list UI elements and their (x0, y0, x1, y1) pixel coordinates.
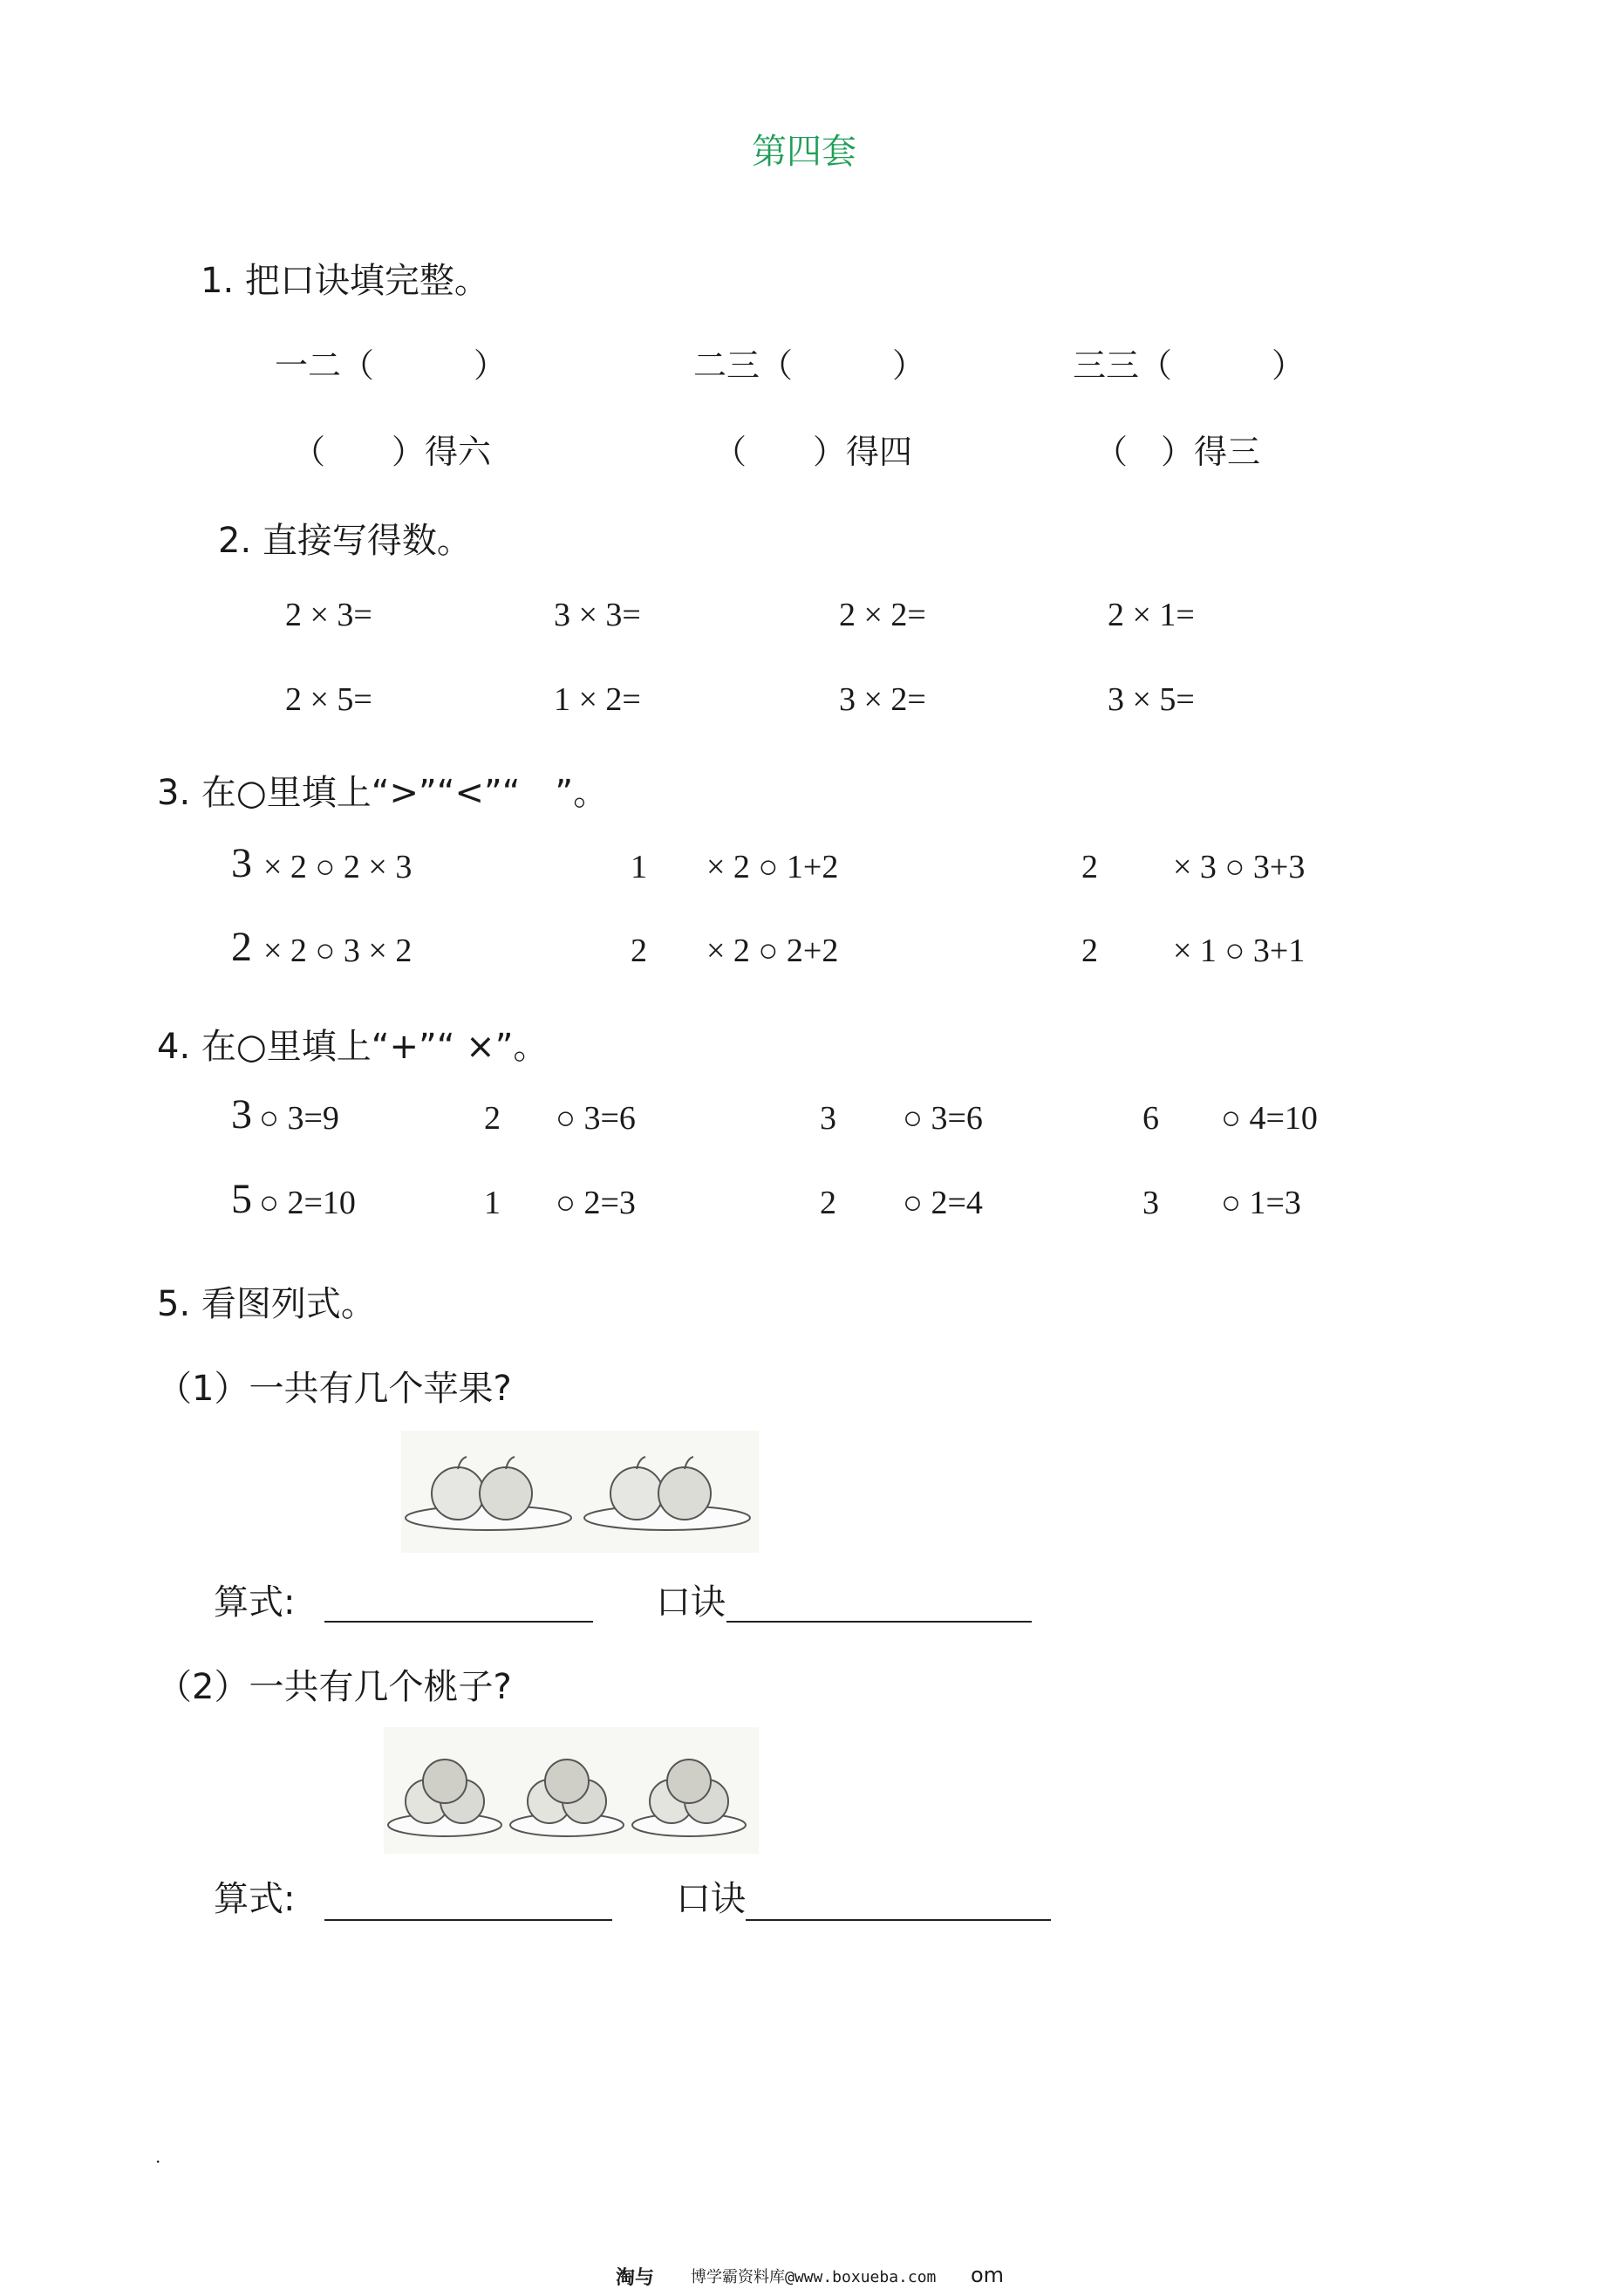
q3-lead: 3 (231, 840, 252, 886)
q4-expr: ○ 3=9 (259, 1100, 339, 1137)
q3-expr: × 2 ○ 2+2 (706, 933, 839, 969)
q2-expr: 3 × 2= (839, 681, 926, 718)
footer-site: 博学霸资料库@www.boxueba.com (691, 2268, 937, 2286)
formula-label: 算式: (214, 1582, 296, 1623)
footer-brand: 淘与 (616, 2267, 655, 2289)
q4-expr: ○ 2=3 (556, 1185, 636, 1221)
q5-heading: 5. 看图列式。 (157, 1284, 376, 1324)
q3-lead: 2 (631, 933, 647, 969)
q2-expr: 3 × 5= (1108, 681, 1195, 718)
q4-expr: ○ 3=6 (556, 1100, 636, 1137)
q4-heading: 4. 在○里填上“+”“ ×”。 (157, 1027, 549, 1067)
footer-tail: om (971, 2263, 1005, 2287)
q1-blank-5: （ ）得四 (713, 433, 913, 471)
formula-answer-line[interactable] (324, 1919, 612, 1921)
q3-expr: × 2 ○ 3 × 2 (263, 933, 413, 969)
q2-expr: 1 × 2= (554, 681, 641, 718)
q4-lead: 3 (1142, 1185, 1159, 1221)
q1-heading: 1. 把口诀填完整。 (201, 261, 489, 301)
q3-lead: 2 (1081, 933, 1098, 969)
q3-lead: 2 (231, 924, 252, 970)
q4-expr: ○ 1=3 (1221, 1185, 1301, 1221)
footer-mark: . (155, 2146, 161, 2167)
q4-expr: ○ 2=10 (259, 1185, 356, 1221)
q3-lead: 1 (631, 849, 647, 885)
q4-lead: 3 (820, 1100, 836, 1137)
apple-plates-image (401, 1431, 759, 1553)
q5-sub1-question: （1）一共有几个苹果? (157, 1369, 512, 1409)
q3-expr: × 2 ○ 2 × 3 (263, 849, 413, 885)
q2-expr: 3 × 3= (554, 597, 641, 633)
q1-blank-3: 三三（ ） (1073, 346, 1306, 385)
q4-lead: 1 (484, 1185, 501, 1221)
q3-expr: × 1 ○ 3+1 (1173, 933, 1306, 969)
q4-expr: ○ 2=4 (903, 1185, 983, 1221)
q1-blank-6: （ ）得三 (1095, 433, 1261, 471)
q2-expr: 2 × 3= (285, 597, 372, 633)
q5-sub2-question: （2）一共有几个桃子? (157, 1667, 512, 1707)
rhyme-answer-line[interactable] (746, 1919, 1051, 1921)
q2-expr: 2 × 2= (839, 597, 926, 633)
rhyme-answer-line[interactable] (726, 1621, 1032, 1623)
q4-lead: 6 (1142, 1100, 1159, 1137)
q4-lead: 3 (231, 1091, 252, 1138)
q3-heading: 3. 在○里填上“>”“<”“ ”。 (157, 773, 609, 813)
q4-lead: 2 (484, 1100, 501, 1137)
rhyme-label: 口诀 (656, 1582, 726, 1623)
q3-expr: × 2 ○ 1+2 (706, 849, 839, 885)
peach-plates-image (384, 1727, 759, 1854)
page-title: 第四套 (752, 132, 856, 172)
q1-blank-2: 二三（ ） (693, 346, 926, 385)
q4-lead: 5 (231, 1176, 252, 1222)
q3-expr: × 3 ○ 3+3 (1173, 849, 1306, 885)
q4-lead: 2 (820, 1185, 836, 1221)
q1-blank-1: 一二（ ） (275, 346, 508, 385)
q2-heading: 2. 直接写得数。 (218, 521, 472, 561)
formula-answer-line[interactable] (324, 1621, 593, 1623)
q4-expr: ○ 3=6 (903, 1100, 983, 1137)
q2-expr: 2 × 1= (1108, 597, 1195, 633)
q2-expr: 2 × 5= (285, 681, 372, 718)
q4-expr: ○ 4=10 (1221, 1100, 1318, 1137)
formula-label: 算式: (214, 1879, 296, 1919)
q3-lead: 2 (1081, 849, 1098, 885)
q1-blank-4: （ ）得六 (292, 433, 492, 471)
rhyme-label: 口诀 (676, 1879, 746, 1919)
